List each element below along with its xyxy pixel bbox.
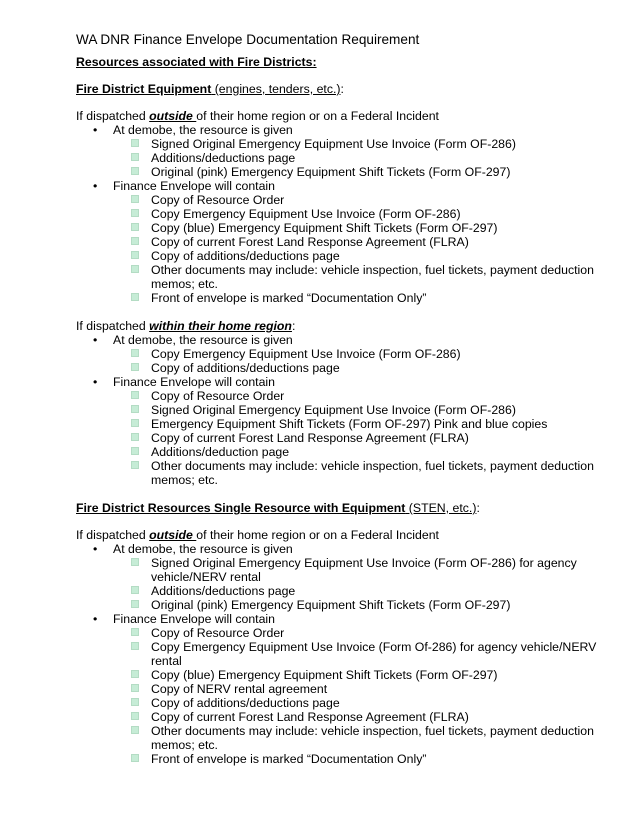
- checklist-item-text: Copy of current Forest Land Response Agreement (FLRA): [151, 431, 469, 445]
- dispatch-condition-text: of their home region or on a Federal Incident: [196, 528, 439, 542]
- checklist-item-text: Copy of NERV rental agreement: [151, 682, 328, 696]
- checklist-item: [76, 221, 616, 235]
- checklist-item: [76, 137, 616, 151]
- dispatch-condition-emphasis: outside: [149, 109, 197, 123]
- checkbox-square-icon: [131, 419, 139, 427]
- demobe-list-bullet: [76, 333, 616, 347]
- checkbox-square-icon: [131, 363, 139, 371]
- checklist-item: [76, 584, 616, 598]
- checklist-item-text: Signed Original Emergency Equipment Use Invoice (Form OF-286): [151, 403, 516, 417]
- checkbox-square-icon: [131, 251, 139, 259]
- checklist-item-text: Copy of Resource Order: [151, 193, 285, 207]
- checkbox-square-icon: [131, 628, 139, 636]
- checkbox-square-icon: [131, 670, 139, 678]
- checklist-item-text: Copy of current Forest Land Response Agreement (FLRA): [151, 235, 469, 249]
- checklist-item-text: Copy of Resource Order: [151, 626, 285, 640]
- envelope-list-bullet: [76, 179, 616, 193]
- bullet-icon: •: [93, 612, 98, 626]
- checklist-item-text: Original (pink) Emergency Equipment Shift Tickets (Form OF-297): [151, 598, 511, 612]
- checkbox-square-icon: [131, 447, 139, 455]
- bullet-icon: •: [93, 123, 98, 137]
- document-page: [76, 31, 616, 780]
- checkbox-square-icon: [131, 586, 139, 594]
- checklist-item-text: Copy of additions/deductions page: [151, 361, 340, 375]
- demobe-list-bullet: [76, 542, 616, 556]
- checklist-item-text: Front of envelope is marked “Documentation Only”: [151, 752, 427, 766]
- checklist-item: [76, 626, 616, 640]
- dispatch-condition-text: If dispatched: [76, 109, 150, 123]
- checkbox-square-icon: [131, 391, 139, 399]
- checklist-item-text: Copy of additions/deductions page: [151, 249, 340, 263]
- checkbox-square-icon: [131, 558, 139, 566]
- checklist-item-text: Original (pink) Emergency Equipment Shift Tickets (Form OF-297): [151, 165, 511, 179]
- checklist-item: [76, 207, 616, 221]
- checkbox-square-icon: [131, 237, 139, 245]
- envelope-list-bullet: [76, 375, 616, 389]
- checklist-item: [76, 193, 616, 207]
- checkbox-square-icon: [131, 712, 139, 720]
- checkbox-square-icon: [131, 153, 139, 161]
- bullet-icon: •: [93, 179, 98, 193]
- checklist-item-text: Other documents may include: vehicle inspection, fuel tickets, payment deduction memos; etc.: [151, 724, 594, 752]
- checklist-item: [76, 389, 616, 403]
- checklist-item-text: Other documents may include: vehicle inspection, fuel tickets, payment deduction memos; etc.: [151, 263, 594, 291]
- checkbox-square-icon: [131, 293, 139, 301]
- checkbox-square-icon: [131, 405, 139, 413]
- checklist-item: [76, 668, 616, 682]
- envelope-list-bullet: [76, 612, 616, 626]
- checklist-item-text: Additions/deductions page: [151, 584, 296, 598]
- checklist-item-text: Copy of current Forest Land Response Agreement (FLRA): [151, 710, 469, 724]
- checkbox-square-icon: [131, 684, 139, 692]
- dispatch-condition: [76, 109, 616, 123]
- checklist-item: [76, 165, 616, 179]
- checkbox-square-icon: [131, 642, 139, 650]
- checklist-item-text: Copy Emergency Equipment Use Invoice (Form Of-286) for agency vehicle/NERV rental: [151, 640, 597, 668]
- checkbox-square-icon: [131, 223, 139, 231]
- checklist-item: [76, 249, 616, 263]
- checklist-item-text: Emergency Equipment Shift Tickets (Form OF-297) Pink and blue copies: [151, 417, 548, 431]
- checkbox-square-icon: [131, 265, 139, 273]
- subsection-heading-title: Fire District Equipment: [76, 82, 212, 96]
- checkbox-square-icon: [131, 461, 139, 469]
- spacer: [76, 766, 616, 780]
- dispatch-condition-text: :: [291, 319, 296, 333]
- checkbox-square-icon: [131, 139, 139, 147]
- checklist-item-text: Front of envelope is marked “Documentation Only”: [151, 291, 427, 305]
- bullet-icon: •: [93, 375, 98, 389]
- subsection-heading-suffix: :: [476, 501, 480, 515]
- checklist-item: [76, 347, 616, 361]
- subsection-heading-suffix: :: [340, 82, 344, 96]
- checklist-item-text: Copy of Resource Order: [151, 389, 285, 403]
- demobe-list-label: At demobe, the resource is given: [113, 123, 293, 137]
- subsection-heading: [76, 82, 616, 96]
- section-heading: Resources associated with Fire Districts:: [76, 55, 317, 69]
- subsection-heading-qualifier: (STEN, etc.): [405, 501, 477, 515]
- bullet-icon: •: [93, 333, 98, 347]
- subsection-heading: [76, 501, 616, 515]
- checklist-item: [76, 556, 616, 584]
- checklist-item-text: Additions/deduction page: [151, 445, 290, 459]
- demobe-list-bullet: [76, 123, 616, 137]
- checklist-item: [76, 724, 616, 752]
- checklist-item: [76, 291, 616, 305]
- dispatch-condition-text: If dispatched: [76, 528, 150, 542]
- dispatch-condition-emphasis: outside: [149, 528, 197, 542]
- checklist-item-text: Signed Original Emergency Equipment Use Invoice (Form OF-286) for agency vehicle/NERV rental: [151, 556, 577, 584]
- checklist-item: [76, 682, 616, 696]
- checkbox-square-icon: [131, 167, 139, 175]
- document-content: [76, 82, 616, 780]
- envelope-list-label: Finance Envelope will contain: [113, 375, 276, 389]
- demobe-list-label: At demobe, the resource is given: [113, 542, 293, 556]
- checklist-item: [76, 403, 616, 417]
- checkbox-square-icon: [131, 433, 139, 441]
- checkbox-square-icon: [131, 600, 139, 608]
- bullet-icon: •: [93, 542, 98, 556]
- demobe-list-label: At demobe, the resource is given: [113, 333, 293, 347]
- checklist-item: [76, 445, 616, 459]
- checklist-item: [76, 151, 616, 165]
- checklist-item: [76, 361, 616, 375]
- checkbox-square-icon: [131, 349, 139, 357]
- checklist-item-text: Copy (blue) Emergency Equipment Shift Tickets (Form OF-297): [151, 221, 498, 235]
- checklist-item: [76, 710, 616, 724]
- checklist-item-text: Other documents may include: vehicle inspection, fuel tickets, payment deduction memos; etc.: [151, 459, 594, 487]
- checklist-item-text: Copy Emergency Equipment Use Invoice (Form OF-286): [151, 347, 461, 361]
- checklist-item: [76, 417, 616, 431]
- checklist-item-text: Copy (blue) Emergency Equipment Shift Tickets (Form OF-297): [151, 668, 498, 682]
- dispatch-condition: [76, 319, 616, 333]
- dispatch-condition: [76, 528, 616, 542]
- checkbox-square-icon: [131, 726, 139, 734]
- document-title: WA DNR Finance Envelope Documentation Requirement: [76, 32, 420, 47]
- checklist-item: [76, 263, 616, 291]
- spacer: [76, 487, 616, 501]
- checkbox-square-icon: [131, 698, 139, 706]
- checklist-item: [76, 235, 616, 249]
- checklist-item: [76, 752, 616, 766]
- subsection-heading-title: Fire District Resources Single Resource with Equipment: [76, 501, 406, 515]
- checklist-item: [76, 431, 616, 445]
- checklist-item-text: Copy Emergency Equipment Use Invoice (Form OF-286): [151, 207, 461, 221]
- subsection-heading-qualifier: (engines, tenders, etc.): [211, 82, 341, 96]
- checklist-item-text: Signed Original Emergency Equipment Use Invoice (Form OF-286): [151, 137, 516, 151]
- dispatch-condition-emphasis: within their home region: [149, 319, 292, 333]
- dispatch-condition-text: of their home region or on a Federal Incident: [196, 109, 439, 123]
- checklist-item: [76, 696, 616, 710]
- checklist-item-text: Additions/deductions page: [151, 151, 296, 165]
- checklist-item: [76, 640, 616, 668]
- envelope-list-label: Finance Envelope will contain: [113, 612, 276, 626]
- checklist-item: [76, 459, 616, 487]
- dispatch-condition-text: If dispatched: [76, 319, 150, 333]
- checkbox-square-icon: [131, 209, 139, 217]
- spacer: [76, 305, 616, 319]
- checklist-item: [76, 598, 616, 612]
- checklist-item-text: Copy of additions/deductions page: [151, 696, 340, 710]
- checkbox-square-icon: [131, 754, 139, 762]
- checkbox-square-icon: [131, 195, 139, 203]
- envelope-list-label: Finance Envelope will contain: [113, 179, 276, 193]
